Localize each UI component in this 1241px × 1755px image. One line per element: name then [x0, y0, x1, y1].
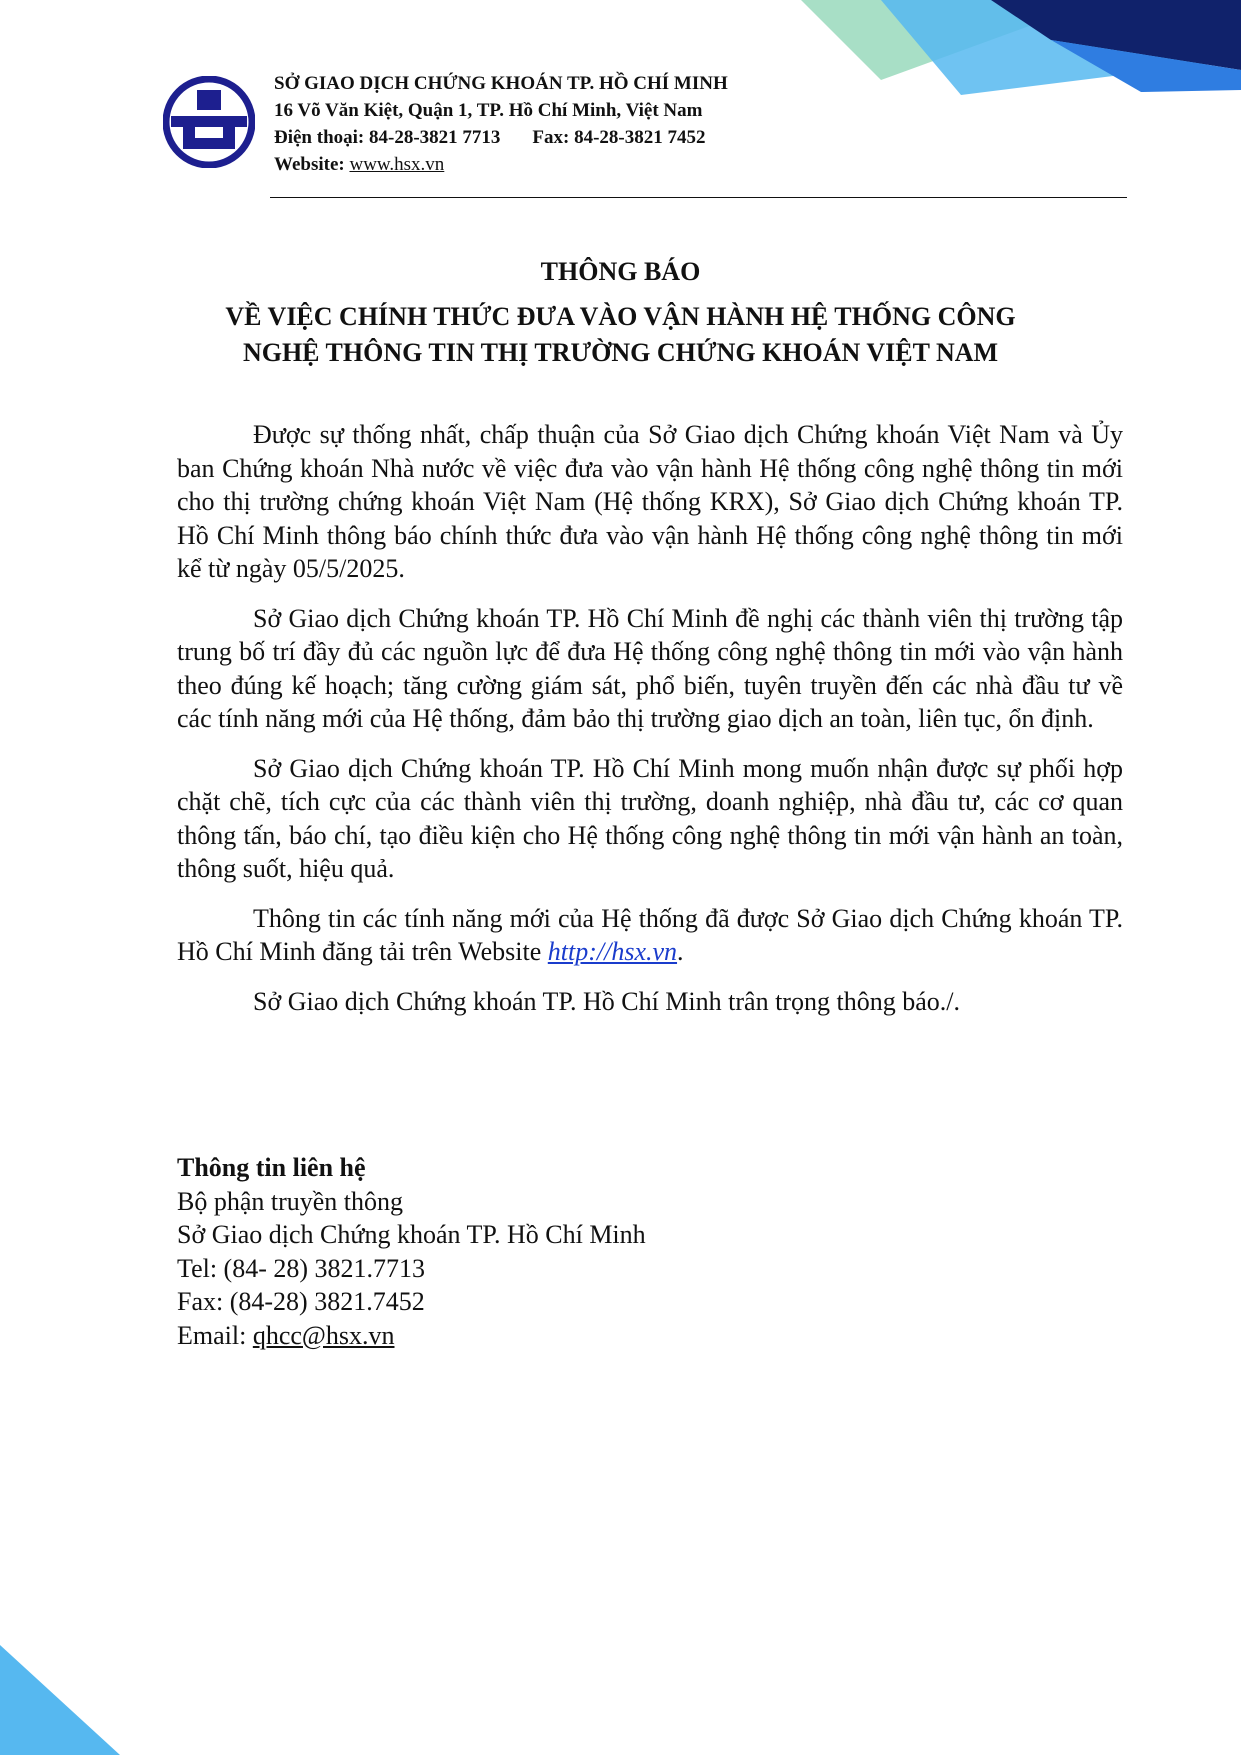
org-fax: Fax: 84-28-3821 7452 [532, 127, 706, 148]
org-phone: Điện thoại: 84-28-3821 7713 [274, 127, 501, 148]
subject-line-1: VỀ VIỆC CHÍNH THỨC ĐƯA VÀO VẬN HÀNH HỆ THỐNG CÔNG [225, 302, 1016, 331]
contact-department: Bộ phận truyền thông [177, 1186, 404, 1216]
contact-info [177, 1151, 646, 1352]
subject-line-2: NGHỆ THÔNG TIN THỊ TRƯỜNG CHỨNG KHOÁN VIỆT NAM [242, 338, 999, 367]
hsx-website-link[interactable]: http://hsx.vn [547, 937, 678, 966]
paragraph-2: Sở Giao dịch Chứng khoán TP. Hồ Chí Minh đề nghị các thành viên thị trường tập trung bố trí đầy đủ các nguồn lực để đưa Hệ thống công nghệ thông tin mới vào vận hành theo đúng kế hoạch; tăng cường giám sát, phổ biến, tuyên truyền đến các nhà đầu tư về các tính năng mới của Hệ thống, đảm bảo thị trường giao dịch an toàn, liên tục, ổn định. [177, 603, 1123, 733]
document-title: THÔNG BÁO [540, 257, 701, 286]
hsx-logo [163, 76, 255, 168]
website-label: Website: [274, 154, 345, 175]
header-divider [270, 197, 1127, 198]
document-body [177, 418, 1123, 1034]
contact-org: Sở Giao dịch Chứng khoán TP. Hồ Chí Minh [177, 1220, 646, 1249]
contact-email-line [177, 1319, 646, 1353]
website-line [274, 151, 728, 178]
contact-fax: Fax: (84-28) 3821.7452 [177, 1287, 425, 1316]
footer-decoration [0, 1645, 120, 1755]
letterhead [274, 70, 728, 178]
header-decoration [721, 0, 1241, 200]
paragraph-4 [177, 902, 1123, 969]
org-address: 16 Võ Văn Kiệt, Quận 1, TP. Hồ Chí Minh, Việt Nam [274, 100, 703, 121]
contact-heading: Thông tin liên hệ [177, 1153, 366, 1182]
email-link[interactable]: qhcc@hsx.vn [252, 1320, 395, 1350]
paragraph-3: Sở Giao dịch Chứng khoán TP. Hồ Chí Minh mong muốn nhận được sự phối hợp chặt chẽ, tích cực của các thành viên thị trường, doanh nghiệp, nhà đầu tư, các cơ quan thông tấn, báo chí, tạo điều kiện cho Hệ thống công nghệ thông tin mới vận hành an toàn, thông suốt, hiệu quả. [177, 753, 1123, 883]
email-label: Email: [177, 1320, 253, 1350]
org-name: SỞ GIAO DỊCH CHỨNG KHOÁN TP. HỒ CHÍ MINH [274, 73, 728, 94]
paragraph-4-text: Thông tin các tính năng mới của Hệ thống đã được Sở Giao dịch Chứng khoán TP. Hồ Chí Minh đăng tải trên Website [177, 903, 1123, 966]
contact-line [274, 124, 728, 151]
contact-tel: Tel: (84- 28) 3821.7713 [177, 1253, 426, 1283]
website-link[interactable]: www.hsx.vn [349, 154, 445, 175]
paragraph-4-end: . [677, 937, 684, 966]
document-subject [0, 299, 1241, 371]
paragraph-1: Được sự thống nhất, chấp thuận của Sở Giao dịch Chứng khoán Việt Nam và Ủy ban Chứng khoán Nhà nước về việc đưa vào vận hành Hệ thống công nghệ thông tin mới cho thị trường chứng khoán Việt Nam (Hệ thống KRX), Sở Giao dịch Chứng khoán TP. Hồ Chí Minh thông báo chính thức đưa vào vận hành Hệ thống công nghệ thông tin mới kể từ ngày 05/5/2025. [177, 420, 1123, 583]
paragraph-5: Sở Giao dịch Chứng khoán TP. Hồ Chí Minh trân trọng thông báo./. [253, 986, 960, 1016]
